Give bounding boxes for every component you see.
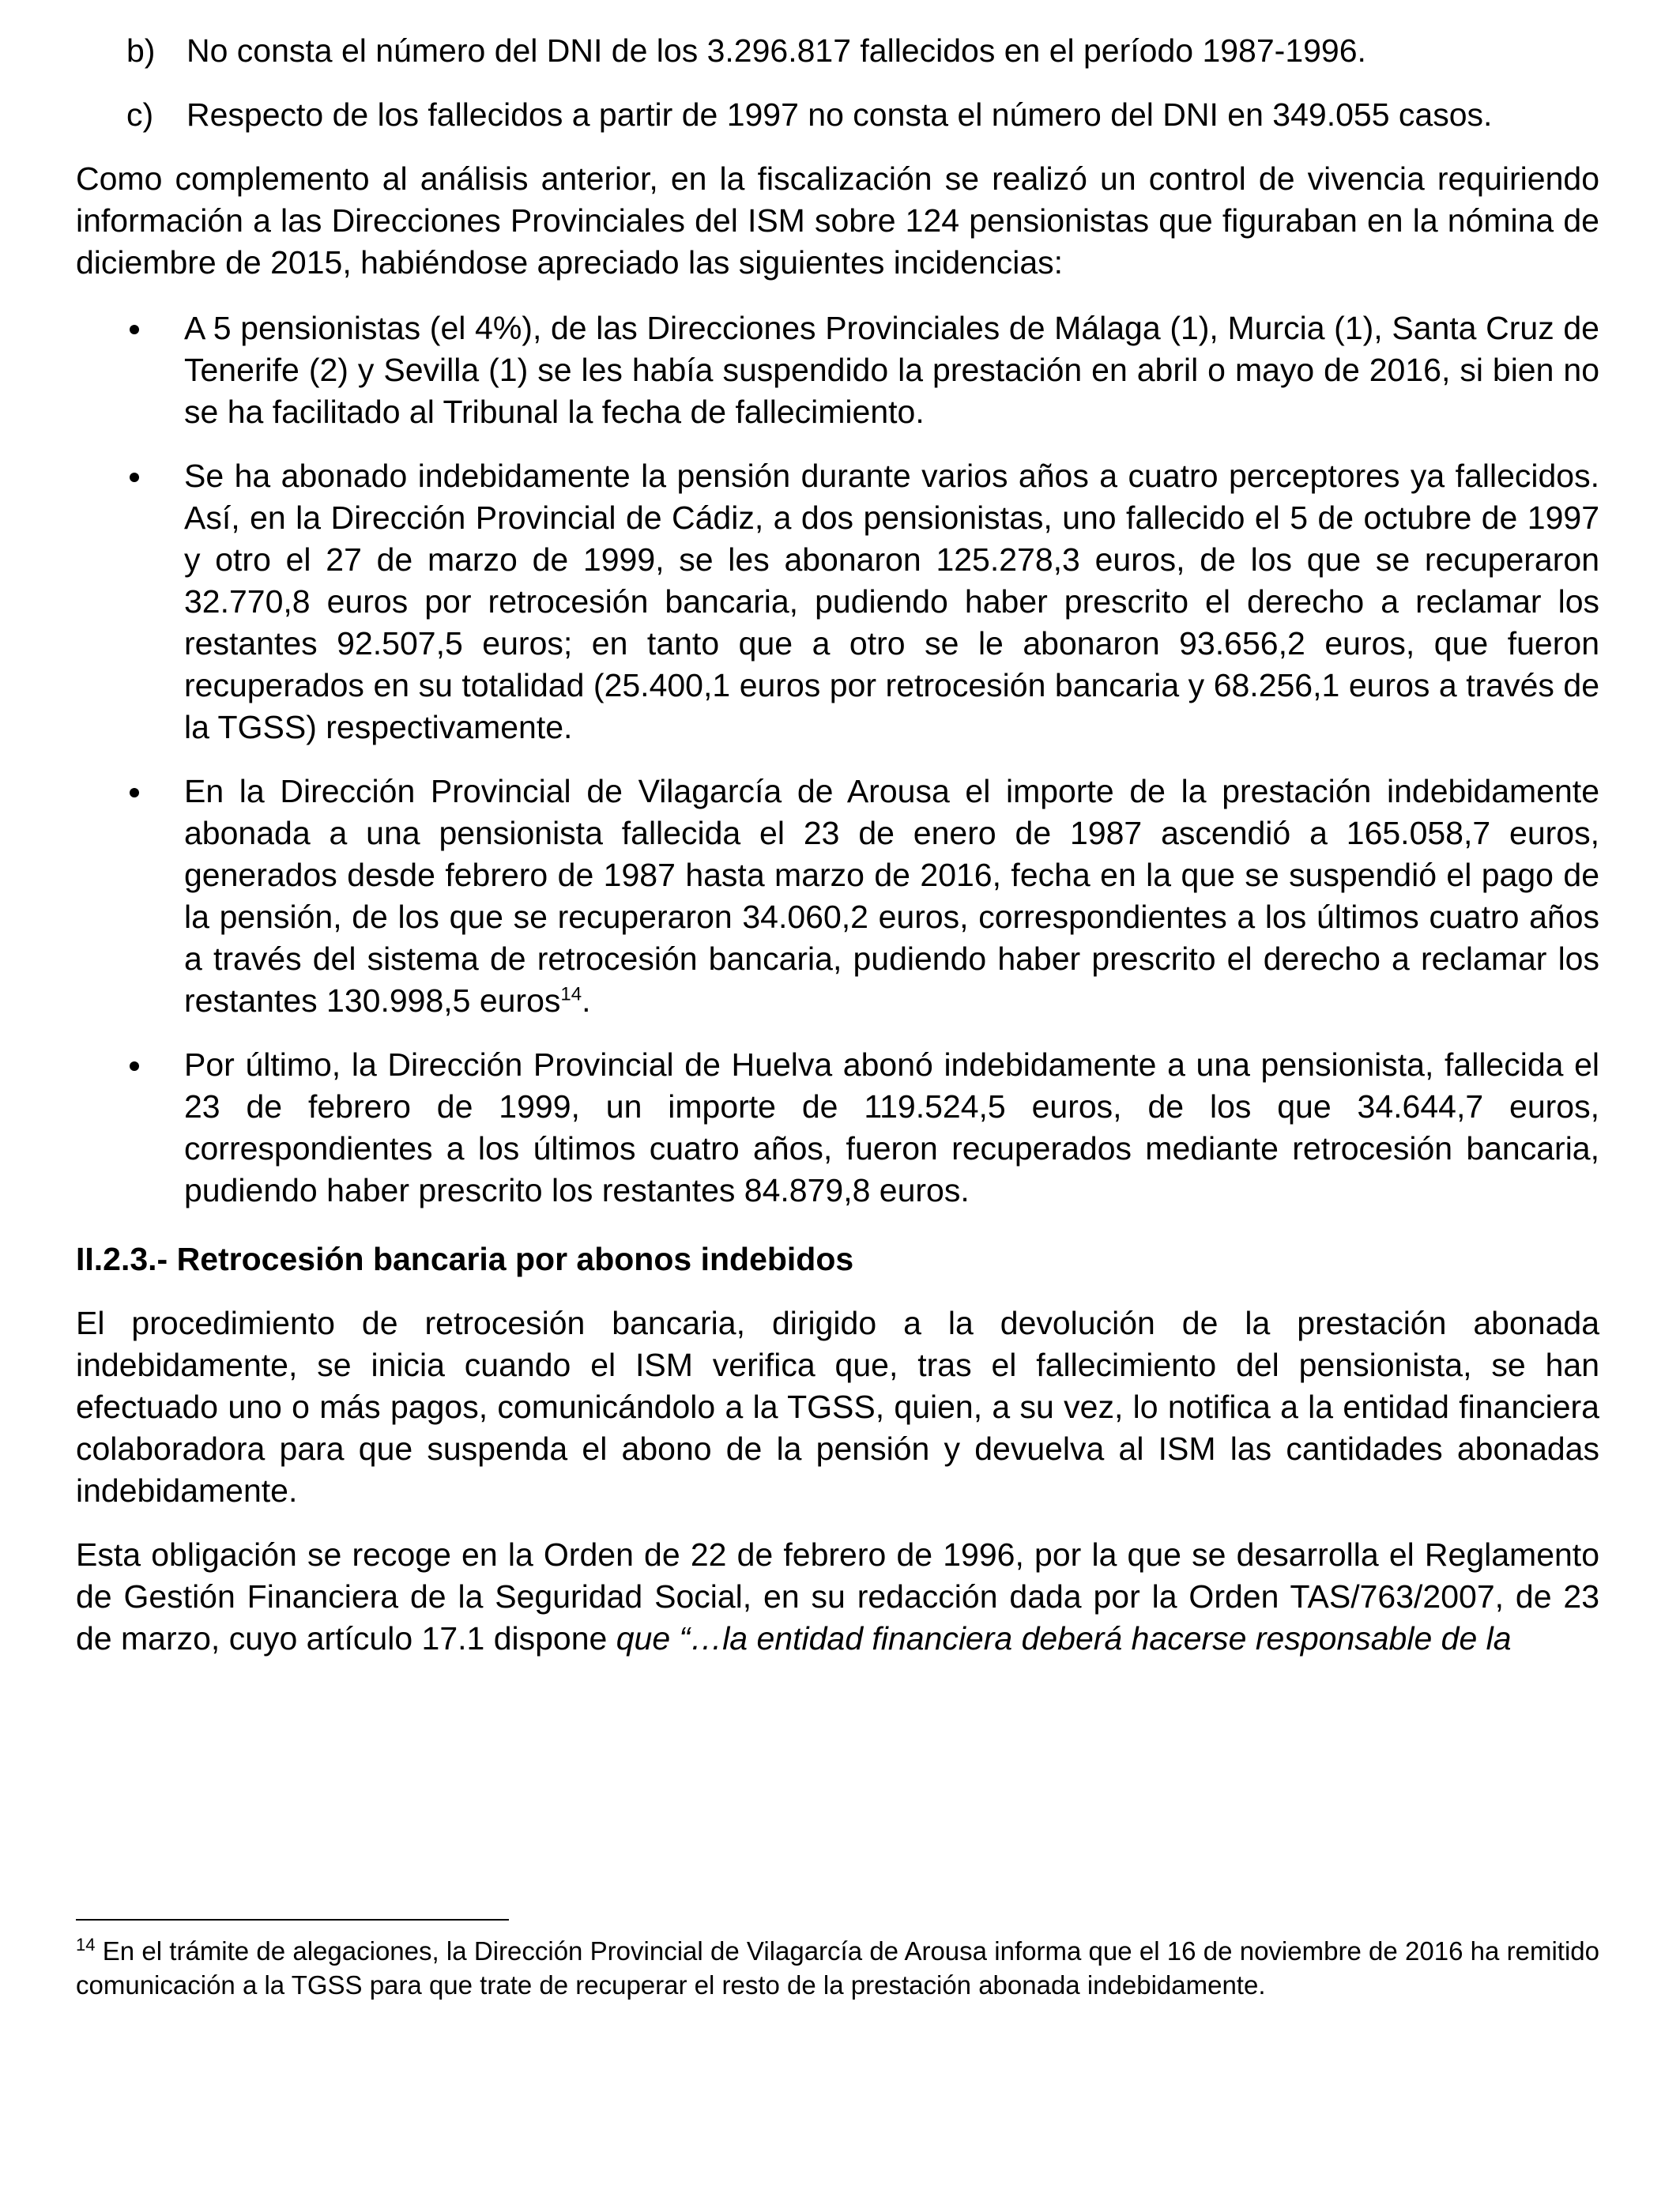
footnote-separator: [76, 1919, 509, 1921]
retrocesion-paragraph: El procedimiento de retrocesión bancaria, dirigido a la devolución de la prestación abonada indebidamente, se inicia cuando el ISM verifica que, tras el fallecimiento del pensionista, se han efectuado uno o más pagos, comunicándolo a la TGSS, quien, a su vez, lo notifica a la entidad financiera colaboradora para que suspenda el abono de la pensión y devuelva al ISM las cantidades abonadas indebidamente.: [76, 1305, 1599, 1509]
lettered-item-c: [76, 94, 1599, 136]
document-page: [76, 30, 1599, 1660]
section-heading: II.2.3.- Retrocesión bancaria por abonos indebidos: [76, 1241, 854, 1277]
list-item-text: A 5 pensionistas (el 4%), de las Direcciones Provinciales de Málaga (1), Murcia (1), Santa Cruz de Tenerife (2) y Sevilla (1) se les había suspendido la prestación en abril o mayo de 2016, si bien no se ha facilitado al Tribunal la fecha de fallecimiento.: [184, 310, 1599, 430]
footnote-text: En el trámite de alegaciones, la Dirección Provincial de Vilagarcía de Arousa informa que el 16 de noviembre de 2016 ha remitido comunicación a la TGSS para que trate de recuperar el resto de la prestación abonada indebidamente.: [76, 1936, 1599, 2000]
item-marker: b): [126, 32, 156, 69]
list-item: [76, 1044, 1599, 1212]
orden-paragraph: [76, 1534, 1599, 1660]
footnote: [76, 1934, 1599, 2002]
list-item: [76, 307, 1599, 433]
list-item-text: Se ha abonado indebidamente la pensión durante varios años a cuatro perceptores ya fallecidos. Así, en la Dirección Provincial de Cádiz, a dos pensionistas, uno fallecido el 5 de octubre de 1997 y otro el 27 de marzo de 1999, se les abonaron 125.278,3 euros, de los que se recuperaron 32.770,8 euros por retrocesión bancaria, pudiendo haber prescrito el derecho a reclamar los restantes 92.507,5 euros; en tanto que a otro se le abonaron 93.656,2 euros, que fueron recuperados en su totalidad (25.400,1 euros por retrocesión bancaria y 68.256,1 euros a través de la TGSS) respectivamente.: [184, 458, 1599, 745]
list-item-text: Por último, la Dirección Provincial de Huelva abonó indebidamente a una pensionista, fallecida el 23 de febrero de 1999, un importe de 119.524,5 euros, de los que 34.644,7 euros, correspondientes a los últimos cuatro años, fueron recuperados mediante retrocesión bancaria, pudiendo haber prescrito los restantes 84.879,8 euros.: [184, 1046, 1599, 1208]
item-marker: c): [126, 96, 154, 133]
bullet-icon: [130, 473, 139, 482]
list-item: [76, 771, 1599, 1022]
bullet-icon: [130, 788, 139, 797]
item-text: No consta el número del DNI de los 3.296.817 fallecidos en el período 1987-1996.: [186, 32, 1366, 69]
lettered-item-b: [76, 30, 1599, 72]
footnote-reference[interactable]: 14: [560, 983, 582, 1005]
sentence-end: .: [582, 982, 591, 1019]
orden-paragraph-text: Esta obligación se recoge en la Orden de 22 de febrero de 1996, por la que se desarrolla el Reglamento de Gestión Financiera de la Seguridad Social, en su redacción dada por la Orden TAS/763/2007, de 23 de marzo, cuyo artículo 17.1 dispone: [76, 1536, 1599, 1657]
bullet-icon: [130, 1061, 139, 1071]
incidencias-list: [76, 307, 1599, 1212]
intro-paragraph: Como complemento al análisis anterior, en la fiscalización se realizó un control de vivencia requiriendo información a las Direcciones Provinciales del ISM sobre 124 pensionistas que figuraban en la nómina de diciembre de 2015, habiéndose apreciado las siguientes incidencias:: [76, 160, 1599, 281]
item-text: Respecto de los fallecidos a partir de 1997 no consta el número del DNI en 349.055 casos.: [186, 96, 1493, 133]
list-item-text: En la Dirección Provincial de Vilagarcía de Arousa el importe de la prestación indebidamente abonada a una pensionista fallecida el 23 de enero de 1987 ascendió a 165.058,7 euros, generados desde febrero de 1987 hasta marzo de 2016, fecha en la que se suspendió el pago de la pensión, de los que se recuperaron 34.060,2 euros, correspondientes a los últimos cuatro años a través del sistema de retrocesión bancaria, pudiendo haber prescrito el derecho a reclamar los restantes 130.998,5 euros: [184, 773, 1599, 1019]
footnote-number: 14: [76, 1935, 96, 1955]
bullet-icon: [130, 325, 139, 334]
orden-paragraph-quote: que “…la entidad financiera deberá hacerse responsable de la: [616, 1620, 1512, 1657]
list-item: [76, 455, 1599, 748]
